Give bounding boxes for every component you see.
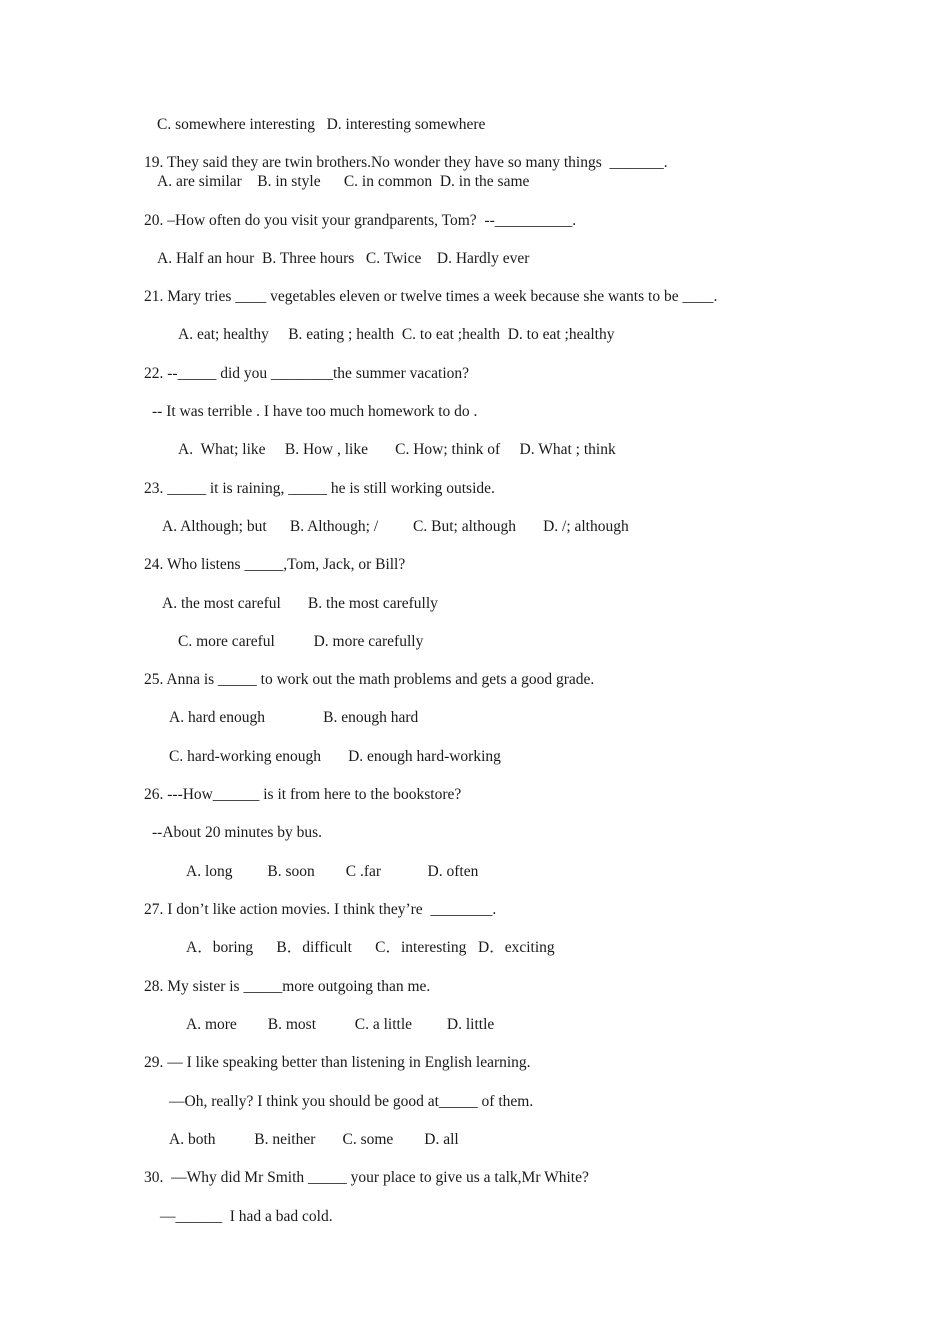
q25-options-cd: C. hard-working enough D. enough hard-working (169, 748, 501, 765)
q29-stem: 29. — I like speaking better than listening in English learning. (144, 1054, 531, 1071)
q18-options-cd: C. somewhere interesting D. interesting somewhere (157, 116, 486, 133)
q29-reply: —Oh, really? I think you should be good at_____ of them. (169, 1093, 534, 1110)
q22-stem: 22. --_____ did you ________the summer vacation? (144, 365, 470, 382)
q23-options: A. Although; but B. Although; / C. But; although D. /; although (162, 518, 629, 535)
q24-stem: 24. Who listens _____,Tom, Jack, or Bill? (144, 556, 406, 573)
q29-options: A. both B. neither C. some D. all (169, 1131, 459, 1148)
q21-options: A. eat; healthy B. eating ; health C. to eat ;health D. to eat ;healthy (178, 326, 615, 343)
q20-stem: 20. –How often do you visit your grandparents, Tom? --__________. (144, 212, 577, 229)
q19-options: A. are similar B. in style C. in common D. in the same (157, 173, 530, 190)
q28-stem: 28. My sister is _____more outgoing than me. (144, 978, 431, 995)
q20-options: A. Half an hour B. Three hours C. Twice D. Hardly ever (157, 250, 530, 267)
q27-options: A．boring B．difficult C．interesting D．exciting (186, 939, 555, 956)
q30-stem: 30. —Why did Mr Smith _____ your place to give us a talk,Mr White? (144, 1169, 589, 1186)
q28-options: A. more B. most C. a little D. little (186, 1016, 495, 1033)
q30-reply: —______ I had a bad cold. (160, 1208, 333, 1225)
q26-options: A. long B. soon C .far D. often (186, 863, 479, 880)
q26-reply: --About 20 minutes by bus. (152, 824, 323, 841)
q22-options: A. What; like B. How , like C. How; think of D. What ; think (178, 441, 616, 458)
q24-options-ab: A. the most careful B. the most carefully (162, 595, 438, 612)
q25-options-ab: A. hard enough B. enough hard (169, 709, 419, 726)
q23-stem: 23. _____ it is raining, _____ he is still working outside. (144, 480, 495, 497)
q26-stem: 26. ---How______ is it from here to the bookstore? (144, 786, 462, 803)
q24-options-cd: C. more careful D. more carefully (178, 633, 424, 650)
q25-stem: 25. Anna is _____ to work out the math problems and gets a good grade. (144, 671, 595, 688)
q27-stem: 27. I don’t like action movies. I think they’re ________. (144, 901, 497, 918)
q22-reply: -- It was terrible . I have too much homework to do . (152, 403, 478, 420)
q19-stem: 19. They said they are twin brothers.No wonder they have so many things _______. (144, 154, 668, 171)
q21-stem: 21. Mary tries ____ vegetables eleven or twelve times a week because she wants to be ____. (144, 288, 718, 305)
